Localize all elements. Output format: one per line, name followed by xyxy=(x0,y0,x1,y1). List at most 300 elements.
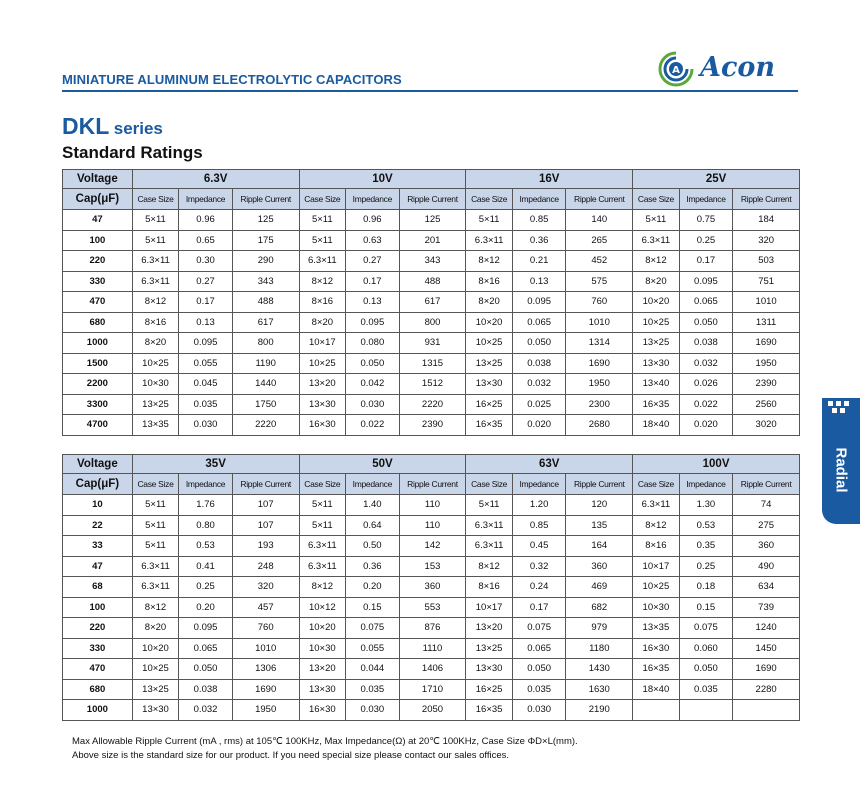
impedance-cell: 0.36 xyxy=(512,230,566,251)
ripple-current-cell: 1311 xyxy=(733,312,800,333)
case-size-cell: 5×11 xyxy=(132,495,179,516)
ripple-current-cell: 2300 xyxy=(566,394,633,415)
ripple-current-cell: 682 xyxy=(566,597,633,618)
case-size-cell: 6.3×11 xyxy=(132,251,179,272)
case-size-cell: 8×16 xyxy=(299,292,346,313)
case-size-cell: 13×30 xyxy=(466,659,513,680)
case-size-cell: 13×30 xyxy=(132,700,179,721)
ripple-current-cell: 488 xyxy=(399,271,466,292)
impedance-cell: 0.20 xyxy=(179,597,233,618)
impedance-cell: 0.065 xyxy=(512,638,566,659)
ripple-current-cell: 125 xyxy=(232,210,299,231)
case-size-cell: 8×12 xyxy=(299,271,346,292)
case-size-cell: 5×11 xyxy=(466,495,513,516)
case-size-cell: 6.3×11 xyxy=(633,230,680,251)
ripple-current-cell: 142 xyxy=(399,536,466,557)
case-size-cell: 8×12 xyxy=(633,515,680,536)
impedance-cell: 0.038 xyxy=(179,679,233,700)
table-row xyxy=(63,271,800,292)
ripple-current-cell: 1180 xyxy=(566,638,633,659)
case-size-cell xyxy=(633,700,680,721)
impedance-cell: 0.095 xyxy=(512,292,566,313)
capacitance-cell: 100 xyxy=(63,230,133,251)
case-size-cell: 8×20 xyxy=(299,312,346,333)
impedance-cell: 0.64 xyxy=(346,515,400,536)
case-size-cell: 10×20 xyxy=(466,312,513,333)
ripple-current-cell: 175 xyxy=(232,230,299,251)
impedance-cell: 0.63 xyxy=(346,230,400,251)
capacitance-cell: 68 xyxy=(63,577,133,598)
ripple-current-cell: 1950 xyxy=(566,374,633,395)
table-row xyxy=(63,659,800,680)
ripple-current-cell: 110 xyxy=(399,515,466,536)
impedance-cell: 0.17 xyxy=(346,271,400,292)
impedance-header: Impedance xyxy=(179,474,233,495)
case-size-cell: 13×30 xyxy=(299,679,346,700)
ripple-current-cell: 360 xyxy=(733,536,800,557)
case-size-cell: 10×30 xyxy=(132,374,179,395)
case-size-cell: 13×20 xyxy=(466,618,513,639)
case-size-cell: 5×11 xyxy=(132,210,179,231)
case-size-cell: 5×11 xyxy=(299,495,346,516)
table-row xyxy=(63,394,800,415)
case-size-cell: 13×25 xyxy=(132,394,179,415)
logo-swirl-icon xyxy=(656,50,696,88)
ripple-current-cell: 2390 xyxy=(733,374,800,395)
impedance-cell: 0.96 xyxy=(346,210,400,231)
capacitance-cell: 220 xyxy=(63,618,133,639)
impedance-cell: 0.025 xyxy=(512,394,566,415)
table-row xyxy=(63,230,800,251)
section-title: Standard Ratings xyxy=(62,143,203,162)
footnote-special-size: Above size is the standard size for our product. If you need special size please contact our sales offices. xyxy=(72,750,510,761)
pixel-squares-icon xyxy=(822,398,860,416)
impedance-cell: 0.27 xyxy=(179,271,233,292)
ripple-current-cell: 2560 xyxy=(733,394,800,415)
ripple-current-cell: 1690 xyxy=(733,659,800,680)
impedance-cell: 0.020 xyxy=(512,415,566,436)
case-size-cell: 8×20 xyxy=(132,618,179,639)
case-size-cell: 8×16 xyxy=(466,577,513,598)
ripple-current-cell: 876 xyxy=(399,618,466,639)
impedance-cell: 0.75 xyxy=(679,210,733,231)
capacitance-cell: 47 xyxy=(63,556,133,577)
capacitance-cell: 47 xyxy=(63,210,133,231)
table-row xyxy=(63,495,800,516)
table-row xyxy=(63,679,800,700)
impedance-cell xyxy=(679,700,733,721)
impedance-cell: 0.050 xyxy=(346,353,400,374)
series-name: DKL xyxy=(62,113,110,139)
case-size-header: Case Size xyxy=(299,474,346,495)
ripple-current-cell: 110 xyxy=(399,495,466,516)
case-size-cell: 13×35 xyxy=(633,618,680,639)
company-logo xyxy=(656,50,796,88)
case-size-cell: 10×20 xyxy=(299,618,346,639)
impedance-cell: 0.13 xyxy=(179,312,233,333)
case-size-cell: 6.3×11 xyxy=(299,556,346,577)
impedance-cell: 0.095 xyxy=(179,333,233,354)
ripple-current-cell: 1010 xyxy=(566,312,633,333)
case-size-cell: 10×20 xyxy=(633,292,680,313)
impedance-cell: 0.85 xyxy=(512,210,566,231)
case-size-cell: 10×17 xyxy=(466,597,513,618)
page-header-title: MINIATURE ALUMINUM ELECTROLYTIC CAPACITORS xyxy=(62,72,402,87)
impedance-header: Impedance xyxy=(679,189,733,210)
case-size-cell: 6.3×11 xyxy=(132,556,179,577)
ripple-current-cell: 488 xyxy=(232,292,299,313)
impedance-cell: 0.050 xyxy=(512,333,566,354)
ripple-current-cell: 1010 xyxy=(232,638,299,659)
ripple-current-cell: 1690 xyxy=(566,353,633,374)
logo-text: Acon xyxy=(700,52,776,83)
table-row xyxy=(63,577,800,598)
voltage-header: 63V xyxy=(466,455,633,474)
ripple-current-cell: 320 xyxy=(733,230,800,251)
impedance-cell: 0.030 xyxy=(346,394,400,415)
impedance-cell: 0.36 xyxy=(346,556,400,577)
ripple-current-cell: 120 xyxy=(566,495,633,516)
ripple-current-header: Ripple Current xyxy=(733,189,800,210)
case-size-cell: 16×30 xyxy=(633,638,680,659)
table-row xyxy=(63,333,800,354)
ripple-current-cell: 1440 xyxy=(232,374,299,395)
table-row xyxy=(63,292,800,313)
case-size-cell: 18×40 xyxy=(633,679,680,700)
impedance-cell: 0.032 xyxy=(679,353,733,374)
impedance-cell: 0.042 xyxy=(346,374,400,395)
ripple-current-cell: 107 xyxy=(232,495,299,516)
ripple-current-cell: 135 xyxy=(566,515,633,536)
case-size-cell: 6.3×11 xyxy=(132,271,179,292)
ripple-current-cell: 107 xyxy=(232,515,299,536)
case-size-cell: 8×12 xyxy=(466,556,513,577)
capacitance-cell: 3300 xyxy=(63,394,133,415)
impedance-cell: 0.50 xyxy=(346,536,400,557)
ripple-current-cell: 153 xyxy=(399,556,466,577)
impedance-cell: 0.65 xyxy=(179,230,233,251)
ripple-current-cell: 1240 xyxy=(733,618,800,639)
ripple-current-cell: 1630 xyxy=(566,679,633,700)
ripple-current-cell: 452 xyxy=(566,251,633,272)
ripple-current-header: Ripple Current xyxy=(399,189,466,210)
cap-label: Cap(μF) xyxy=(63,189,133,210)
ripple-current-cell: 193 xyxy=(232,536,299,557)
capacitance-cell: 1000 xyxy=(63,700,133,721)
ripple-current-cell: 164 xyxy=(566,536,633,557)
case-size-cell: 16×35 xyxy=(633,394,680,415)
ripple-current-cell xyxy=(733,700,800,721)
ripple-current-cell: 1190 xyxy=(232,353,299,374)
ripple-current-cell: 125 xyxy=(399,210,466,231)
ripple-current-cell: 575 xyxy=(566,271,633,292)
capacitance-cell: 22 xyxy=(63,515,133,536)
voltage-header: 6.3V xyxy=(132,170,299,189)
capacitance-cell: 680 xyxy=(63,312,133,333)
ripple-current-cell: 2220 xyxy=(232,415,299,436)
ripple-current-cell: 1690 xyxy=(733,333,800,354)
case-size-cell: 6.3×11 xyxy=(299,251,346,272)
case-size-cell: 8×16 xyxy=(466,271,513,292)
table-row xyxy=(63,251,800,272)
case-size-header: Case Size xyxy=(466,189,513,210)
ripple-current-cell: 634 xyxy=(733,577,800,598)
impedance-cell: 0.25 xyxy=(679,230,733,251)
case-size-cell: 13×20 xyxy=(299,659,346,680)
impedance-cell: 0.055 xyxy=(346,638,400,659)
case-size-cell: 10×20 xyxy=(132,638,179,659)
table-row xyxy=(63,700,800,721)
impedance-header: Impedance xyxy=(512,189,566,210)
impedance-cell: 0.035 xyxy=(346,679,400,700)
case-size-cell: 16×35 xyxy=(466,415,513,436)
ripple-current-cell: 1950 xyxy=(232,700,299,721)
case-size-cell: 8×20 xyxy=(633,271,680,292)
impedance-cell: 0.038 xyxy=(512,353,566,374)
case-size-cell: 8×12 xyxy=(633,251,680,272)
impedance-cell: 0.038 xyxy=(679,333,733,354)
table-row xyxy=(63,312,800,333)
impedance-cell: 0.080 xyxy=(346,333,400,354)
impedance-cell: 0.050 xyxy=(679,659,733,680)
case-size-cell: 10×12 xyxy=(299,597,346,618)
ripple-current-cell: 248 xyxy=(232,556,299,577)
ripple-current-cell: 1950 xyxy=(733,353,800,374)
ripple-current-cell: 1690 xyxy=(232,679,299,700)
impedance-cell: 0.20 xyxy=(346,577,400,598)
capacitance-cell: 330 xyxy=(63,638,133,659)
case-size-cell: 16×30 xyxy=(299,415,346,436)
case-size-cell: 13×35 xyxy=(132,415,179,436)
impedance-cell: 0.24 xyxy=(512,577,566,598)
impedance-cell: 0.030 xyxy=(346,700,400,721)
ripple-current-cell: 751 xyxy=(733,271,800,292)
case-size-header: Case Size xyxy=(633,189,680,210)
ripple-current-cell: 739 xyxy=(733,597,800,618)
ripple-current-cell: 343 xyxy=(232,271,299,292)
capacitance-cell: 1000 xyxy=(63,333,133,354)
case-size-cell: 10×30 xyxy=(299,638,346,659)
capacitance-cell: 2200 xyxy=(63,374,133,395)
case-size-cell: 13×30 xyxy=(466,374,513,395)
case-size-cell: 8×12 xyxy=(466,251,513,272)
impedance-cell: 0.030 xyxy=(512,700,566,721)
ripple-current-cell: 275 xyxy=(733,515,800,536)
impedance-cell: 0.17 xyxy=(512,597,566,618)
impedance-cell: 0.80 xyxy=(179,515,233,536)
table-row xyxy=(63,515,800,536)
impedance-cell: 0.095 xyxy=(679,271,733,292)
table-row xyxy=(63,556,800,577)
impedance-header: Impedance xyxy=(346,474,400,495)
ripple-current-cell: 343 xyxy=(399,251,466,272)
case-size-cell: 5×11 xyxy=(132,230,179,251)
case-size-cell: 10×25 xyxy=(132,353,179,374)
case-size-cell: 8×12 xyxy=(132,597,179,618)
capacitance-cell: 4700 xyxy=(63,415,133,436)
impedance-cell: 0.15 xyxy=(679,597,733,618)
impedance-cell: 0.035 xyxy=(179,394,233,415)
radial-label: Radial xyxy=(832,447,850,493)
impedance-cell: 0.026 xyxy=(679,374,733,395)
ripple-current-cell: 74 xyxy=(733,495,800,516)
impedance-cell: 0.17 xyxy=(179,292,233,313)
svg-text:A: A xyxy=(672,65,680,76)
case-size-cell: 6.3×11 xyxy=(466,515,513,536)
impedance-cell: 1.40 xyxy=(346,495,400,516)
header-rule xyxy=(62,90,798,92)
ripple-current-header: Ripple Current xyxy=(566,474,633,495)
impedance-cell: 0.022 xyxy=(346,415,400,436)
ripple-current-header: Ripple Current xyxy=(232,189,299,210)
voltage-label: Voltage xyxy=(63,170,133,189)
case-size-cell: 6.3×11 xyxy=(132,577,179,598)
impedance-cell: 0.27 xyxy=(346,251,400,272)
impedance-cell: 0.075 xyxy=(679,618,733,639)
ripple-current-cell: 979 xyxy=(566,618,633,639)
ripple-current-header: Ripple Current xyxy=(733,474,800,495)
cap-label: Cap(μF) xyxy=(63,474,133,495)
impedance-cell: 0.022 xyxy=(679,394,733,415)
impedance-cell: 0.045 xyxy=(179,374,233,395)
ripple-current-cell: 1512 xyxy=(399,374,466,395)
case-size-cell: 5×11 xyxy=(299,210,346,231)
ripple-current-cell: 201 xyxy=(399,230,466,251)
case-size-cell: 6.3×11 xyxy=(299,536,346,557)
impedance-cell: 1.76 xyxy=(179,495,233,516)
capacitance-cell: 10 xyxy=(63,495,133,516)
case-size-cell: 10×30 xyxy=(633,597,680,618)
impedance-cell: 0.095 xyxy=(179,618,233,639)
case-size-cell: 5×11 xyxy=(132,536,179,557)
case-size-cell: 5×11 xyxy=(633,210,680,231)
impedance-cell: 0.032 xyxy=(179,700,233,721)
voltage-header: 25V xyxy=(633,170,800,189)
table-row xyxy=(63,415,800,436)
footnote-conditions: Max Allowable Ripple Current (mA , rms) at 105℃ 100KHz, Max Impedance(Ω) at 20℃ 100KHz, Case Size ΦD×L(mm). xyxy=(72,736,578,747)
impedance-cell: 0.035 xyxy=(512,679,566,700)
ripple-current-cell: 617 xyxy=(232,312,299,333)
case-size-cell: 13×25 xyxy=(466,638,513,659)
impedance-cell: 0.21 xyxy=(512,251,566,272)
case-size-cell: 5×11 xyxy=(132,515,179,536)
ripple-current-cell: 490 xyxy=(733,556,800,577)
ripple-current-cell: 1110 xyxy=(399,638,466,659)
impedance-cell: 0.035 xyxy=(679,679,733,700)
ratings-table-low-voltage xyxy=(62,169,800,436)
ripple-current-cell: 931 xyxy=(399,333,466,354)
ripple-current-cell: 2680 xyxy=(566,415,633,436)
ripple-current-cell: 184 xyxy=(733,210,800,231)
impedance-cell: 0.35 xyxy=(679,536,733,557)
impedance-cell: 0.050 xyxy=(512,659,566,680)
impedance-header: Impedance xyxy=(346,189,400,210)
case-size-cell: 13×25 xyxy=(132,679,179,700)
ripple-current-cell: 1430 xyxy=(566,659,633,680)
impedance-cell: 0.065 xyxy=(679,292,733,313)
ripple-current-cell: 1406 xyxy=(399,659,466,680)
case-size-header: Case Size xyxy=(633,474,680,495)
case-size-header: Case Size xyxy=(466,474,513,495)
impedance-cell: 0.96 xyxy=(179,210,233,231)
case-size-cell: 6.3×11 xyxy=(466,536,513,557)
ripple-current-cell: 457 xyxy=(232,597,299,618)
table-row xyxy=(63,597,800,618)
impedance-header: Impedance xyxy=(179,189,233,210)
impedance-cell: 0.15 xyxy=(346,597,400,618)
case-size-cell: 5×11 xyxy=(299,230,346,251)
case-size-cell: 5×11 xyxy=(299,515,346,536)
ripple-current-cell: 1710 xyxy=(399,679,466,700)
impedance-cell: 0.032 xyxy=(512,374,566,395)
footnotes xyxy=(72,735,578,763)
case-size-cell: 6.3×11 xyxy=(466,230,513,251)
case-size-cell: 10×25 xyxy=(633,312,680,333)
voltage-header: 10V xyxy=(299,170,466,189)
voltage-header: 100V xyxy=(633,455,800,474)
ripple-current-cell: 320 xyxy=(232,577,299,598)
ripple-current-cell: 469 xyxy=(566,577,633,598)
ripple-current-header: Ripple Current xyxy=(566,189,633,210)
impedance-cell: 0.45 xyxy=(512,536,566,557)
ripple-current-cell: 2390 xyxy=(399,415,466,436)
case-size-cell: 16×25 xyxy=(466,679,513,700)
impedance-cell: 0.17 xyxy=(679,251,733,272)
case-size-cell: 10×25 xyxy=(633,577,680,598)
voltage-header: 35V xyxy=(132,455,299,474)
ripple-current-cell: 800 xyxy=(232,333,299,354)
capacitance-cell: 220 xyxy=(63,251,133,272)
case-size-cell: 8×12 xyxy=(299,577,346,598)
case-size-cell: 13×25 xyxy=(633,333,680,354)
case-size-cell: 13×25 xyxy=(466,353,513,374)
capacitance-cell: 33 xyxy=(63,536,133,557)
ripple-current-cell: 3020 xyxy=(733,415,800,436)
capacitance-cell: 100 xyxy=(63,597,133,618)
series-title xyxy=(62,113,163,140)
impedance-cell: 0.065 xyxy=(179,638,233,659)
ripple-current-cell: 800 xyxy=(399,312,466,333)
case-size-header: Case Size xyxy=(299,189,346,210)
ripple-current-cell: 553 xyxy=(399,597,466,618)
impedance-cell: 0.85 xyxy=(512,515,566,536)
case-size-cell: 6.3×11 xyxy=(633,495,680,516)
case-size-cell: 8×20 xyxy=(466,292,513,313)
case-size-cell: 8×12 xyxy=(132,292,179,313)
impedance-cell: 0.13 xyxy=(346,292,400,313)
case-size-cell: 8×16 xyxy=(633,536,680,557)
impedance-cell: 0.030 xyxy=(179,415,233,436)
capacitance-cell: 330 xyxy=(63,271,133,292)
ripple-current-cell: 1315 xyxy=(399,353,466,374)
case-size-cell: 13×20 xyxy=(299,374,346,395)
impedance-cell: 0.020 xyxy=(679,415,733,436)
ripple-current-cell: 290 xyxy=(232,251,299,272)
impedance-cell: 1.20 xyxy=(512,495,566,516)
voltage-header: 50V xyxy=(299,455,466,474)
impedance-cell: 0.095 xyxy=(346,312,400,333)
ripple-current-cell: 360 xyxy=(566,556,633,577)
impedance-cell: 0.065 xyxy=(512,312,566,333)
case-size-cell: 16×35 xyxy=(466,700,513,721)
ripple-current-cell: 2050 xyxy=(399,700,466,721)
impedance-cell: 0.25 xyxy=(679,556,733,577)
impedance-cell: 0.075 xyxy=(512,618,566,639)
case-size-cell: 10×25 xyxy=(466,333,513,354)
ripple-current-header: Ripple Current xyxy=(399,474,466,495)
capacitance-cell: 470 xyxy=(63,659,133,680)
impedance-cell: 1.30 xyxy=(679,495,733,516)
